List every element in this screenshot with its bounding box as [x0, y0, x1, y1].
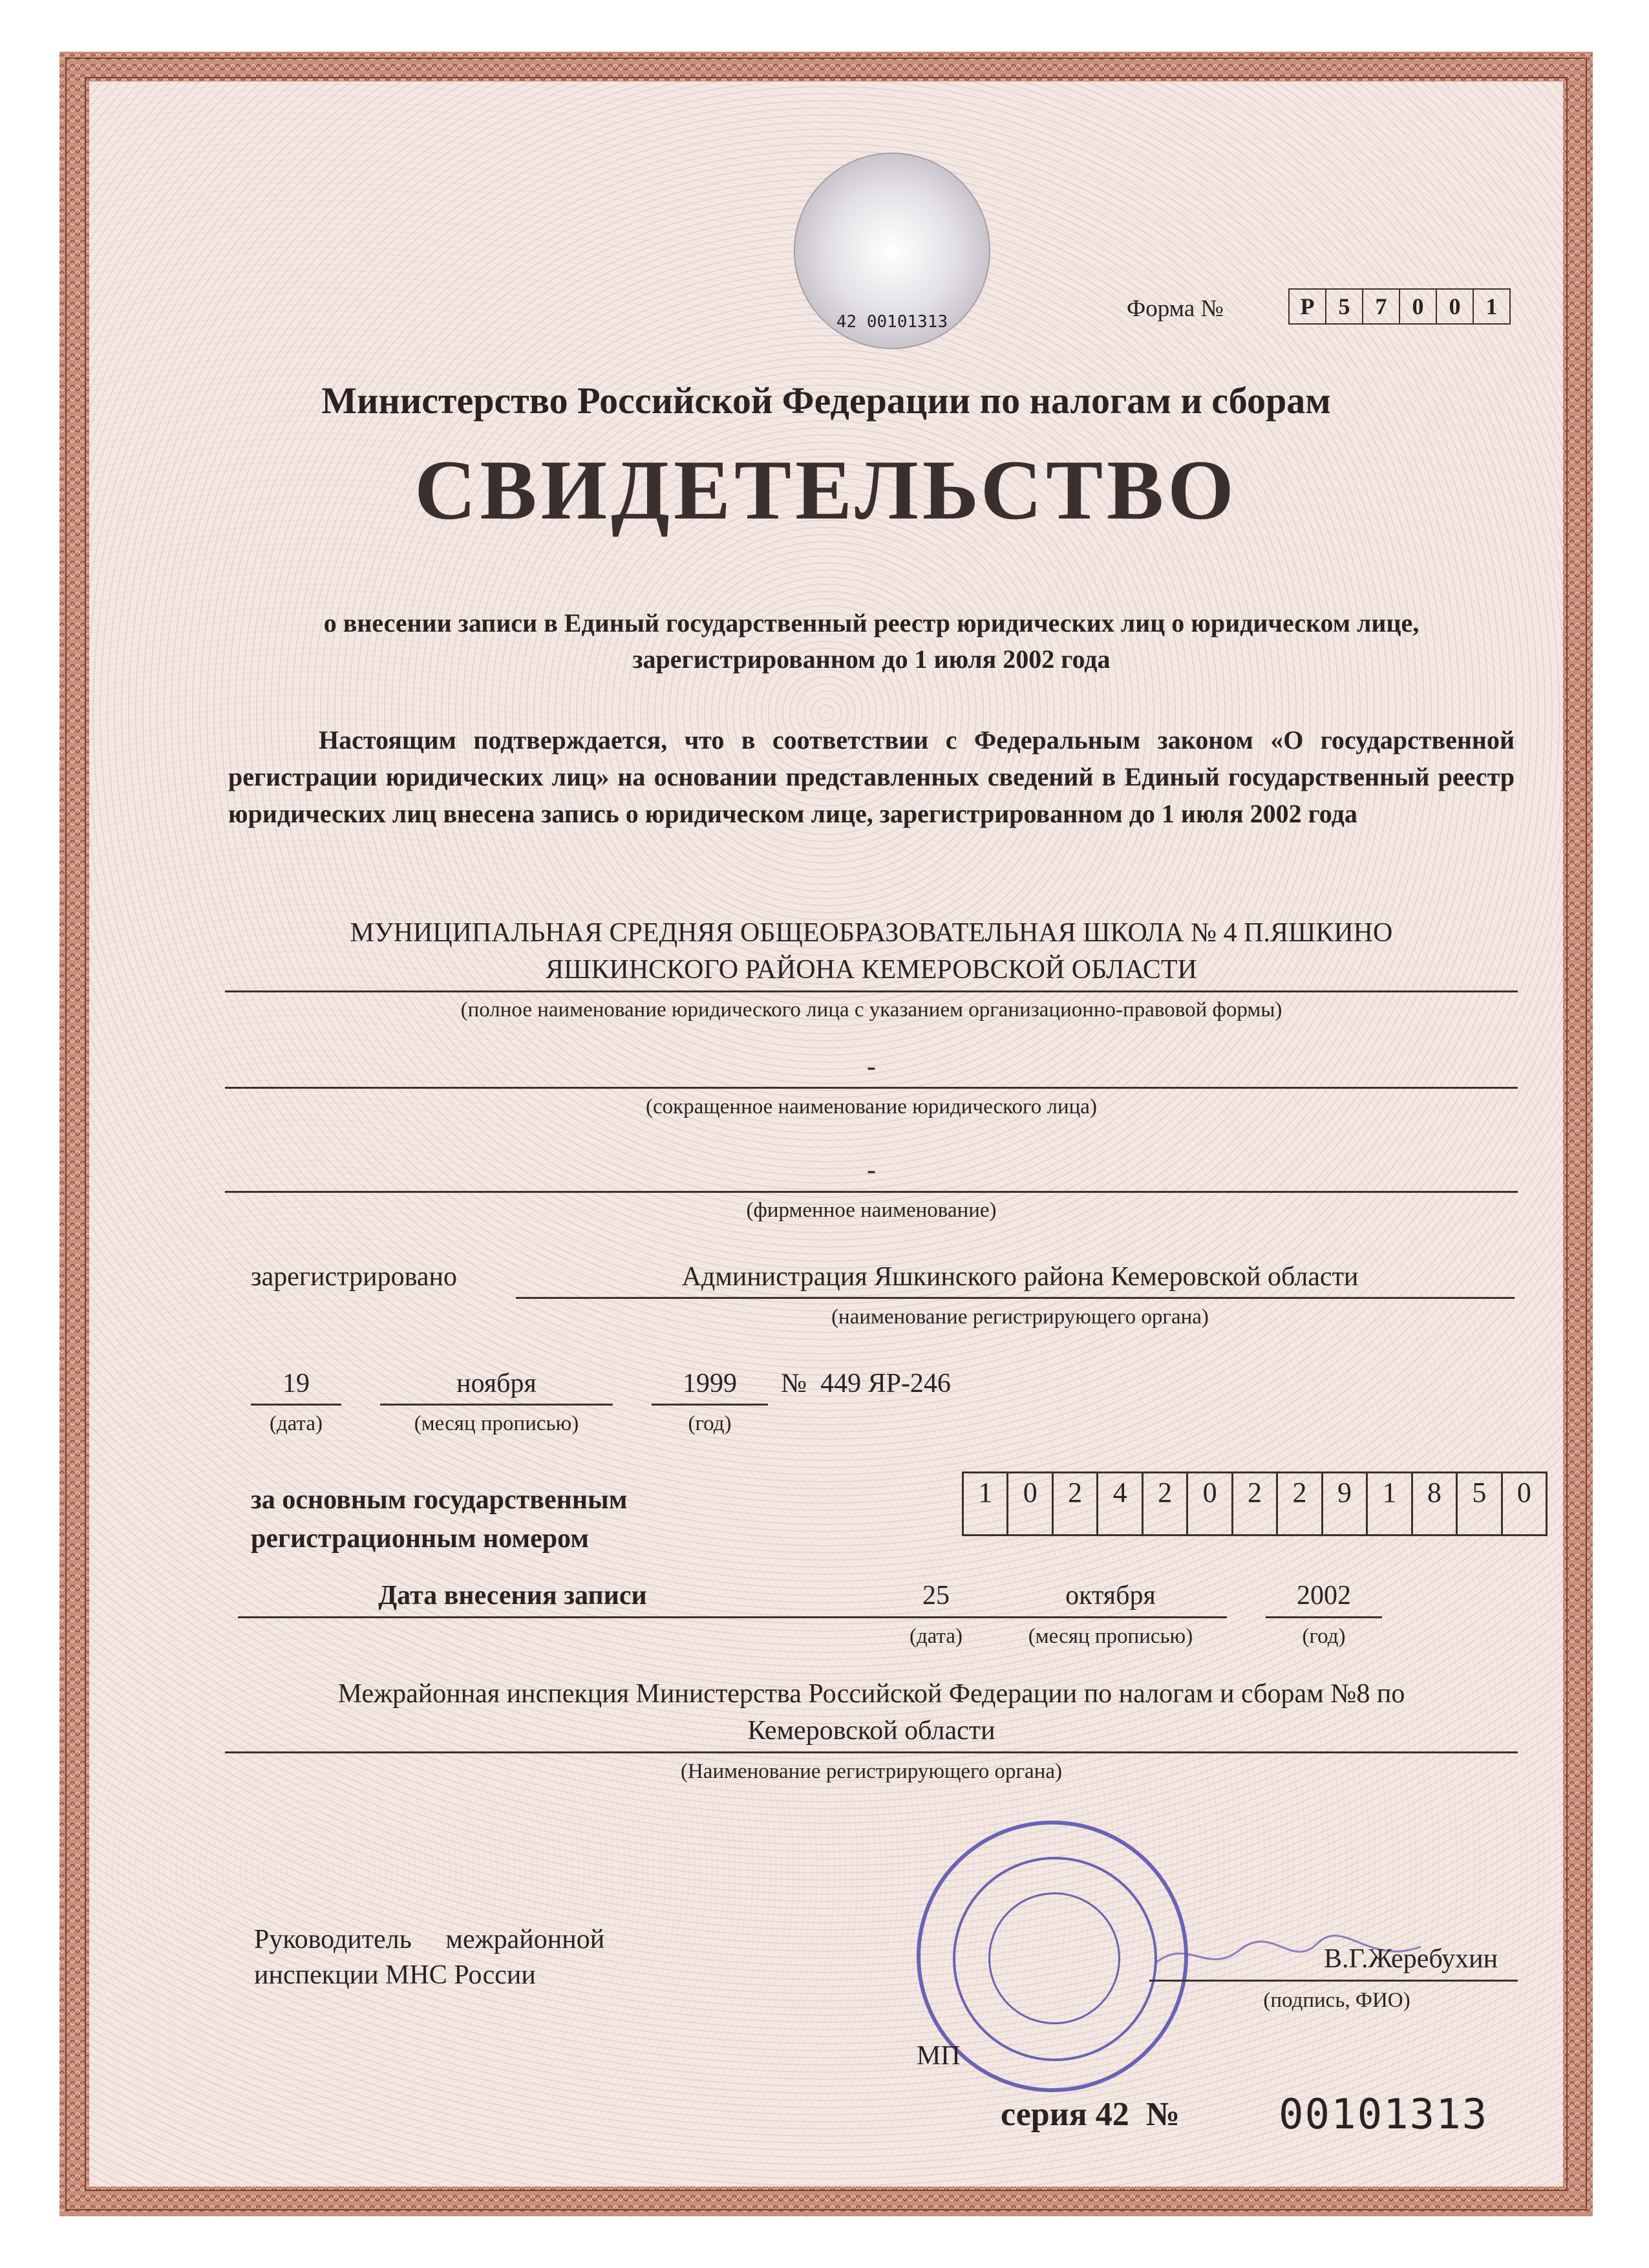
- entry-date-underline: [238, 1616, 1046, 1618]
- firm-name-value: -: [867, 1155, 876, 1185]
- hologram-seal: [794, 153, 990, 349]
- reg-month: ноября: [456, 1369, 537, 1398]
- reg-month-underline: [380, 1404, 613, 1406]
- head-title-line1: Руководитель межрайонной: [254, 1925, 605, 1954]
- short-name-caption: (сокращенное наименование юридического лица): [646, 1095, 1097, 1118]
- reg-year: 1999: [683, 1369, 737, 1398]
- form-digit: 0: [1400, 290, 1437, 323]
- ogrn-digit: 2: [1144, 1473, 1188, 1534]
- ogrn-digit: 4: [1098, 1473, 1143, 1534]
- reg-year-caption: (год): [688, 1412, 732, 1435]
- entry-year-caption: (год): [1302, 1625, 1346, 1648]
- stamp-emblem: [988, 1892, 1120, 2024]
- registered-authority: Администрация Яшкинского района Кемеровской области: [681, 1262, 1359, 1292]
- full-name-line1: МУНИЦИПАЛЬНАЯ СРЕДНЯЯ ОБЩЕОБРАЗОВАТЕЛЬНАЯ ШКОЛА № 4 П.ЯШКИНО: [350, 918, 1393, 948]
- entry-date-label: Дата внесения записи: [378, 1581, 647, 1610]
- authority-caption: (Наименование регистрирующего органа): [680, 1760, 1063, 1783]
- ogrn-label-line2: регистрационным номером: [251, 1524, 589, 1554]
- series-label: серия 42 №: [1001, 2096, 1180, 2133]
- hologram-code: 42 00101313: [836, 312, 948, 332]
- certificate-sheet: [59, 52, 1593, 2216]
- reg-day: 19: [282, 1369, 310, 1398]
- authority-underline: [225, 1751, 1518, 1753]
- registered-underline: [516, 1297, 1515, 1299]
- ogrn-digit: 2: [1054, 1473, 1098, 1534]
- form-number: [1288, 288, 1511, 325]
- ogrn-digit: 2: [1278, 1473, 1323, 1534]
- signature-caption: (подпись, ФИО): [1263, 1989, 1410, 2012]
- confirmation-paragraph: Настоящим подтверждается, что в соответствии с Федеральным законом «О государственной регистрации юридических лиц» на основании представленных сведений в Единый государственный реестр юридических лиц внесена запись о юридическом лице, зарегистрированном до 1 июля 2002 года: [228, 725, 1515, 828]
- reg-month-caption: (месяц прописью): [414, 1412, 579, 1435]
- document-subtitle: о внесении записи в Единый государственный реестр юридических лиц о юридическом лице, зарегистрированном до 1 июля 2002 года: [323, 608, 1420, 674]
- authority-line2: Кемеровской области: [747, 1716, 995, 1746]
- seal-place-mark: МП: [917, 2041, 961, 2071]
- form-label: Форма №: [1127, 295, 1224, 322]
- form-digit: 1: [1485, 294, 1498, 319]
- full-name-caption: (полное наименование юридического лица с указанием организационно-правовой формы): [460, 998, 1282, 1022]
- head-title-line2: инспекции МНС России: [254, 1960, 536, 1990]
- reg-day-underline: [251, 1404, 341, 1406]
- full-name-underline: [225, 990, 1518, 992]
- ogrn-digit: 0: [1188, 1473, 1233, 1534]
- reg-day-caption: (дата): [269, 1412, 323, 1435]
- entry-month-underline: [994, 1616, 1227, 1618]
- ogrn-digit: 0: [1516, 1477, 1531, 1508]
- form-digit: Р: [1290, 290, 1326, 323]
- certificate-body: [89, 81, 1563, 2187]
- head-name: В.Г.Жеребухин: [1324, 1944, 1498, 1974]
- series-number: 00101313: [1279, 2091, 1489, 2139]
- ogrn-digit: 9: [1323, 1473, 1368, 1534]
- entry-month: октября: [1065, 1581, 1156, 1610]
- ogrn-digit: 1: [1368, 1473, 1412, 1534]
- short-name-value: -: [867, 1052, 876, 1082]
- registered-label: зарегистрировано: [251, 1262, 457, 1292]
- entry-year-underline: [1266, 1616, 1382, 1618]
- form-digit: 7: [1363, 290, 1400, 323]
- full-name-line2: ЯШКИНСКОГО РАЙОНА КЕМЕРОВСКОЙ ОБЛАСТИ: [546, 955, 1197, 985]
- signature-underline: [1149, 1980, 1518, 1982]
- entry-year: 2002: [1297, 1581, 1351, 1610]
- ogrn-digit: 8: [1413, 1473, 1458, 1534]
- authority-line1: Межрайонная инспекция Министерства Российской Федерации по налогам и сборам №8 по: [337, 1679, 1405, 1709]
- ogrn-digit: 2: [1233, 1473, 1278, 1534]
- ministry-heading: Министерство Российской Федерации по налогам и сборам: [321, 380, 1331, 422]
- short-name-underline: [225, 1087, 1518, 1089]
- entry-month-caption: (месяц прописью): [1028, 1625, 1193, 1648]
- ogrn-digit: 0: [1008, 1473, 1053, 1534]
- entry-day: 25: [922, 1581, 950, 1610]
- firm-name-underline: [225, 1191, 1518, 1193]
- form-digit: 5: [1326, 290, 1363, 323]
- ogrn-label-line1: за основным государственным: [251, 1485, 628, 1515]
- firm-name-caption: (фирменное наименование): [746, 1199, 997, 1222]
- ogrn-number: [962, 1471, 1548, 1536]
- ogrn-digit: 5: [1458, 1473, 1502, 1534]
- form-digit: 0: [1437, 290, 1474, 323]
- reg-number: № 449 ЯР-246: [781, 1369, 951, 1398]
- registered-caption: (наименование регистрирующего органа): [831, 1305, 1209, 1329]
- entry-day-caption: (дата): [909, 1625, 963, 1648]
- ogrn-digit: 1: [964, 1473, 1008, 1534]
- document-title: СВИДЕТЕЛЬСТВО: [414, 442, 1238, 537]
- reg-year-underline: [652, 1404, 768, 1406]
